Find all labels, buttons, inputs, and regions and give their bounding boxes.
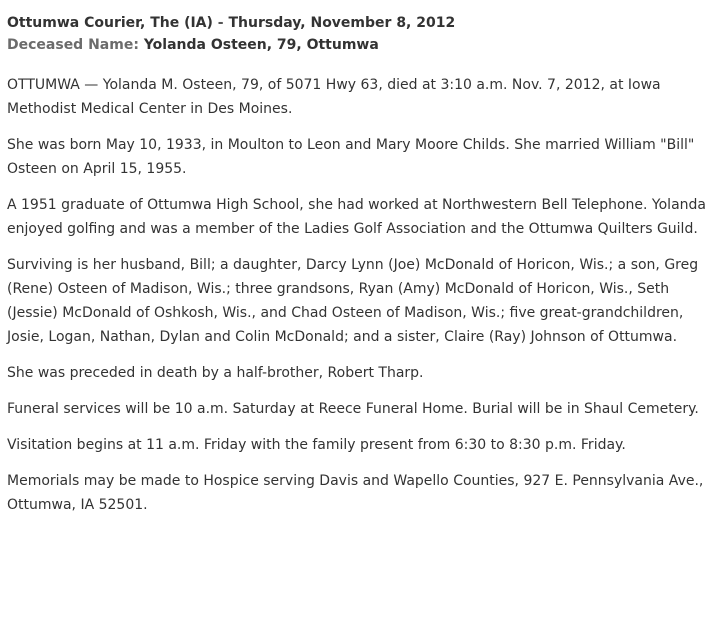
deceased-name: Yolanda Osteen, 79, Ottumwa — [143, 37, 379, 53]
paragraph-visitation: Visitation begins at 11 a.m. Friday with the family present from 6:30 to 8:30 p.m. Friday. — [7, 437, 626, 453]
paragraph-career: A 1951 graduate of Ottumwa High School, she had worked at Northwestern Bell Telephone. Yolanda enjoyed golfing and was a member of the Ladies Golf Association and the Ottumwa Quilters Guild. — [7, 197, 706, 237]
deceased-label: Deceased Name: — [7, 37, 139, 53]
paragraph-birth-marriage: She was born May 10, 1933, in Moulton to Leon and Mary Moore Childs. She married William "Bill" Osteen on April 15, 1955. — [7, 137, 695, 177]
publication-line — [7, 12, 716, 34]
paragraph-death-notice: OTTUMWA — Yolanda M. Osteen, 79, of 5071 Hwy 63, died at 3:10 a.m. Nov. 7, 2012, at Iowa Methodist Medical Center in Des Moines. — [7, 77, 661, 117]
obituary-body — [7, 73, 716, 517]
publication-separator: - — [212, 15, 229, 31]
paragraph-funeral: Funeral services will be 10 a.m. Saturday at Reece Funeral Home. Burial will be in Shaul Cemetery. — [7, 401, 699, 417]
paragraph-memorials: Memorials may be made to Hospice serving Davis and Wapello Counties, 927 E. Pennsylvania Ave., Ottumwa, IA 52501. — [7, 473, 704, 513]
publication-name: Ottumwa Courier, The (IA) — [7, 15, 213, 31]
paragraph-survivors: Surviving is her husband, Bill; a daughter, Darcy Lynn (Joe) McDonald of Horicon, Wis.; a son, Greg (Rene) Osteen of Madison, Wis.; three grandsons, Ryan (Amy) McDonald of Horicon, Wis., Seth (Jessie) McDonald of Oshkosh, Wis., and Chad Osteen of Madison, Wis.; five great-grandchildren, Josie, Logan, Nathan, Dylan and Colin McDonald; and a sister, Claire (Ray) Johnson of Ottumwa. — [7, 257, 699, 345]
deceased-line — [7, 34, 716, 56]
paragraph-preceded: She was preceded in death by a half-brother, Robert Tharp. — [7, 365, 424, 381]
publication-date: Thursday, November 8, 2012 — [228, 15, 456, 31]
